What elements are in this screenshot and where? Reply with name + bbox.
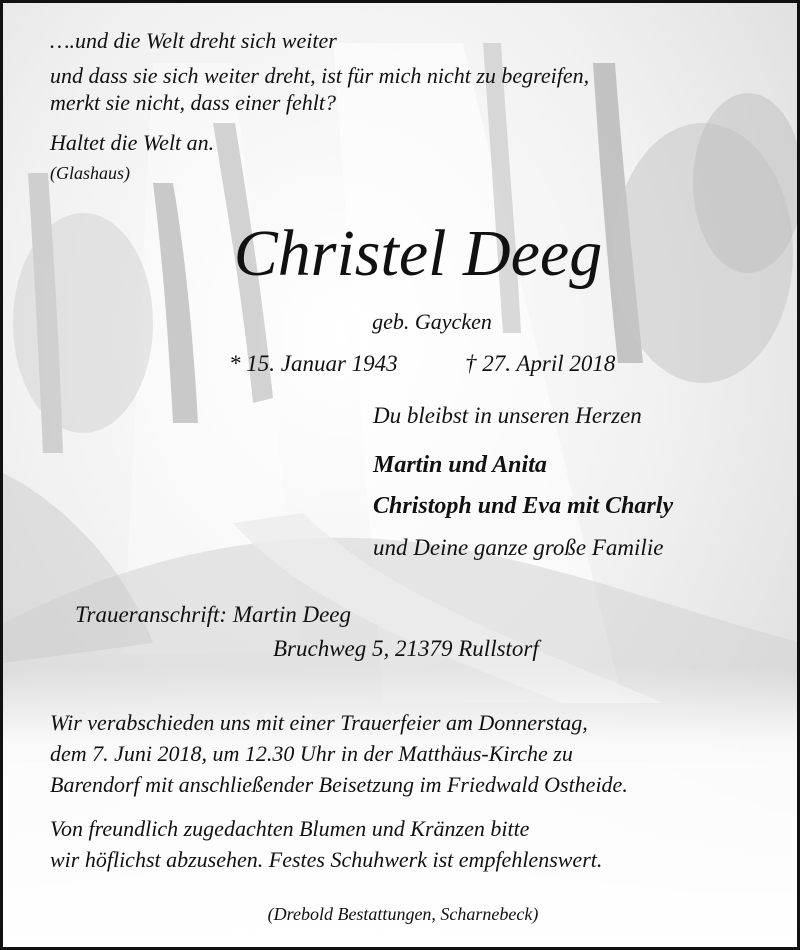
poem-line-3: merkt sie nicht, dass einer fehlt?: [50, 90, 336, 115]
deceased-name: Christel Deeg: [233, 217, 603, 290]
ceremony-line-1: Wir verabschieden uns mit einer Trauerfeier am Donnerstag,: [50, 710, 588, 735]
ceremony-line-2: dem 7. Juni 2018, um 12.30 Uhr in der Matthäus-Kirche zu: [50, 741, 573, 766]
mourning-address-label: Traueranschrift: Martin Deeg: [75, 602, 351, 627]
mourning-address-street: Bruchweg 5, 21379 Rullstorf: [273, 636, 539, 661]
birth-date: * 15. Januar 1943: [229, 351, 398, 376]
ceremony-line-5: wir höflichst abzusehen. Festes Schuhwerk ist empfehlenswert.: [50, 847, 603, 872]
ceremony-line-4: Von freundlich zugedachten Blumen und Kränzen bitte: [50, 816, 530, 841]
ceremony-line-3: Barendorf mit anschließender Beisetzung im Friedwald Ostheide.: [50, 772, 628, 797]
family-line-3: und Deine ganze große Familie: [373, 535, 664, 560]
poem-line-2: und dass sie sich weiter dreht, ist für mich nicht zu begreifen,: [50, 63, 590, 88]
birth-name: geb. Gaycken: [372, 309, 492, 334]
undertaker-credit: (Drebold Bestattungen, Scharnebeck): [267, 904, 539, 924]
family-line-1: Martin und Anita: [373, 452, 547, 478]
poem-source: (Glashaus): [50, 163, 130, 183]
family-line-2: Christoph und Eva mit Charly: [373, 493, 674, 519]
poem-line-4: Haltet die Welt an.: [50, 130, 215, 155]
dedication: Du bleibst in unseren Herzen: [373, 403, 642, 428]
death-date: † 27. April 2018: [465, 351, 616, 376]
poem-line-1: ….und die Welt dreht sich weiter: [50, 28, 337, 53]
